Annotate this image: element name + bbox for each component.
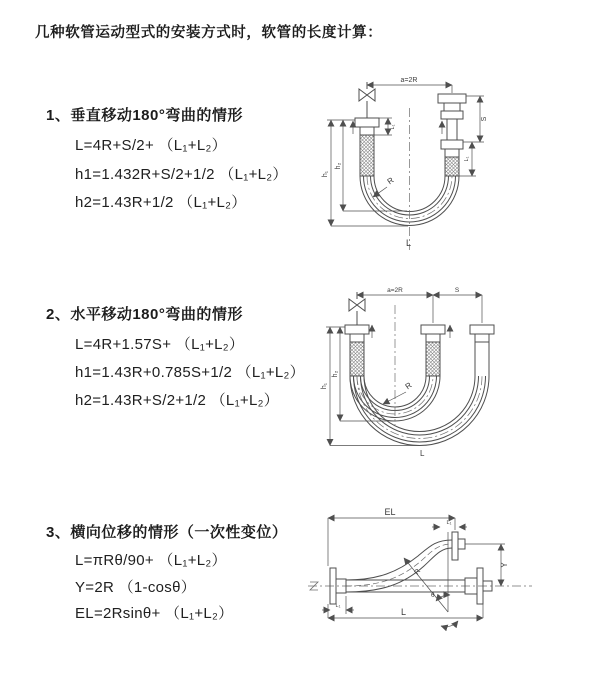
flange	[470, 325, 494, 334]
dim-label-l1-top: L₁	[446, 520, 452, 526]
dim-label-el: EL	[384, 507, 396, 517]
formula-line: h2=1.43R+1/2 （L₁+L₂）	[75, 194, 247, 211]
page-title: 几种软管运动型式的安装方式时，软管的长度计算：	[35, 25, 383, 41]
diagram-lateral-displacement	[300, 500, 600, 675]
formula-line: L=4R+S/2+ （L₁+L₂）	[75, 137, 227, 154]
formula-line: Y=2R （1-cosθ）	[75, 579, 197, 596]
dim-label-a2r: a=2R	[387, 287, 403, 294]
centerlines	[367, 108, 452, 250]
flange	[421, 325, 445, 334]
dim-label-h2: h₂	[332, 370, 339, 378]
hose-and-fittings	[355, 82, 466, 226]
dim-label-a2r: a=2R	[400, 77, 418, 84]
dim-label-r: R	[385, 175, 396, 187]
section-3-heading: 3、横向位移的情形（一次性变位）	[46, 524, 288, 541]
dim-label-s: S	[454, 287, 460, 294]
flange	[438, 94, 466, 103]
formula-line: h1=1.43R+0.785S+1/2 （L₁+L₂）	[75, 364, 305, 381]
dim-label-y: Y	[500, 562, 509, 568]
centerlines	[357, 305, 482, 439]
dim-label-l: L	[401, 607, 407, 617]
dim-label-l1-bottom: L₁	[335, 603, 341, 609]
centerlines	[308, 544, 532, 590]
hose-and-fittings	[330, 532, 492, 604]
dim-label-r: R	[403, 380, 414, 392]
flange	[441, 140, 463, 149]
diagram-vertical-180-bend	[310, 70, 600, 260]
flange	[452, 532, 458, 560]
braided-hose	[445, 157, 459, 176]
dim-label-theta: θ	[431, 592, 435, 599]
valve-icon	[349, 299, 365, 311]
dim-label-h1: h₁	[322, 170, 329, 178]
dim-label-h1: h₁	[321, 382, 328, 390]
diagram-horizontal-180-bend	[310, 280, 600, 470]
braided-hose	[360, 135, 374, 176]
braided-hose	[350, 342, 364, 376]
braided-hose	[426, 342, 440, 376]
formula-line: h1=1.432R+S/2+1/2 （L₁+L₂）	[75, 166, 288, 183]
formula-line: L=πRθ/90+ （L₁+L₂）	[75, 552, 227, 569]
dim-label-l: L	[406, 238, 412, 248]
flange	[355, 118, 379, 127]
valve-icon	[359, 89, 375, 101]
dim-label-l1-left: L₁	[390, 124, 396, 130]
dim-label-s: S	[481, 116, 488, 122]
formula-line: L=4R+1.57S+ （L₁+L₂）	[75, 336, 245, 353]
section-2-heading: 2、水平移动180°弯曲的情形	[46, 306, 243, 323]
dim-label-h2: h₂	[335, 162, 342, 170]
dim-label-l1-right: L₁	[464, 156, 470, 162]
formula-line: h2=1.43R+S/2+1/2 （L₁+L₂）	[75, 392, 280, 409]
formula-line: EL=2Rsinθ+ （L₁+L₂）	[75, 605, 234, 622]
dim-label-r: R	[413, 567, 423, 577]
section-1-heading: 1、垂直移动180°弯曲的情形	[46, 107, 243, 124]
dimension-lines	[326, 295, 482, 446]
dim-label-l: L	[420, 449, 425, 458]
flange	[345, 325, 369, 334]
hose-and-fittings	[345, 292, 494, 446]
